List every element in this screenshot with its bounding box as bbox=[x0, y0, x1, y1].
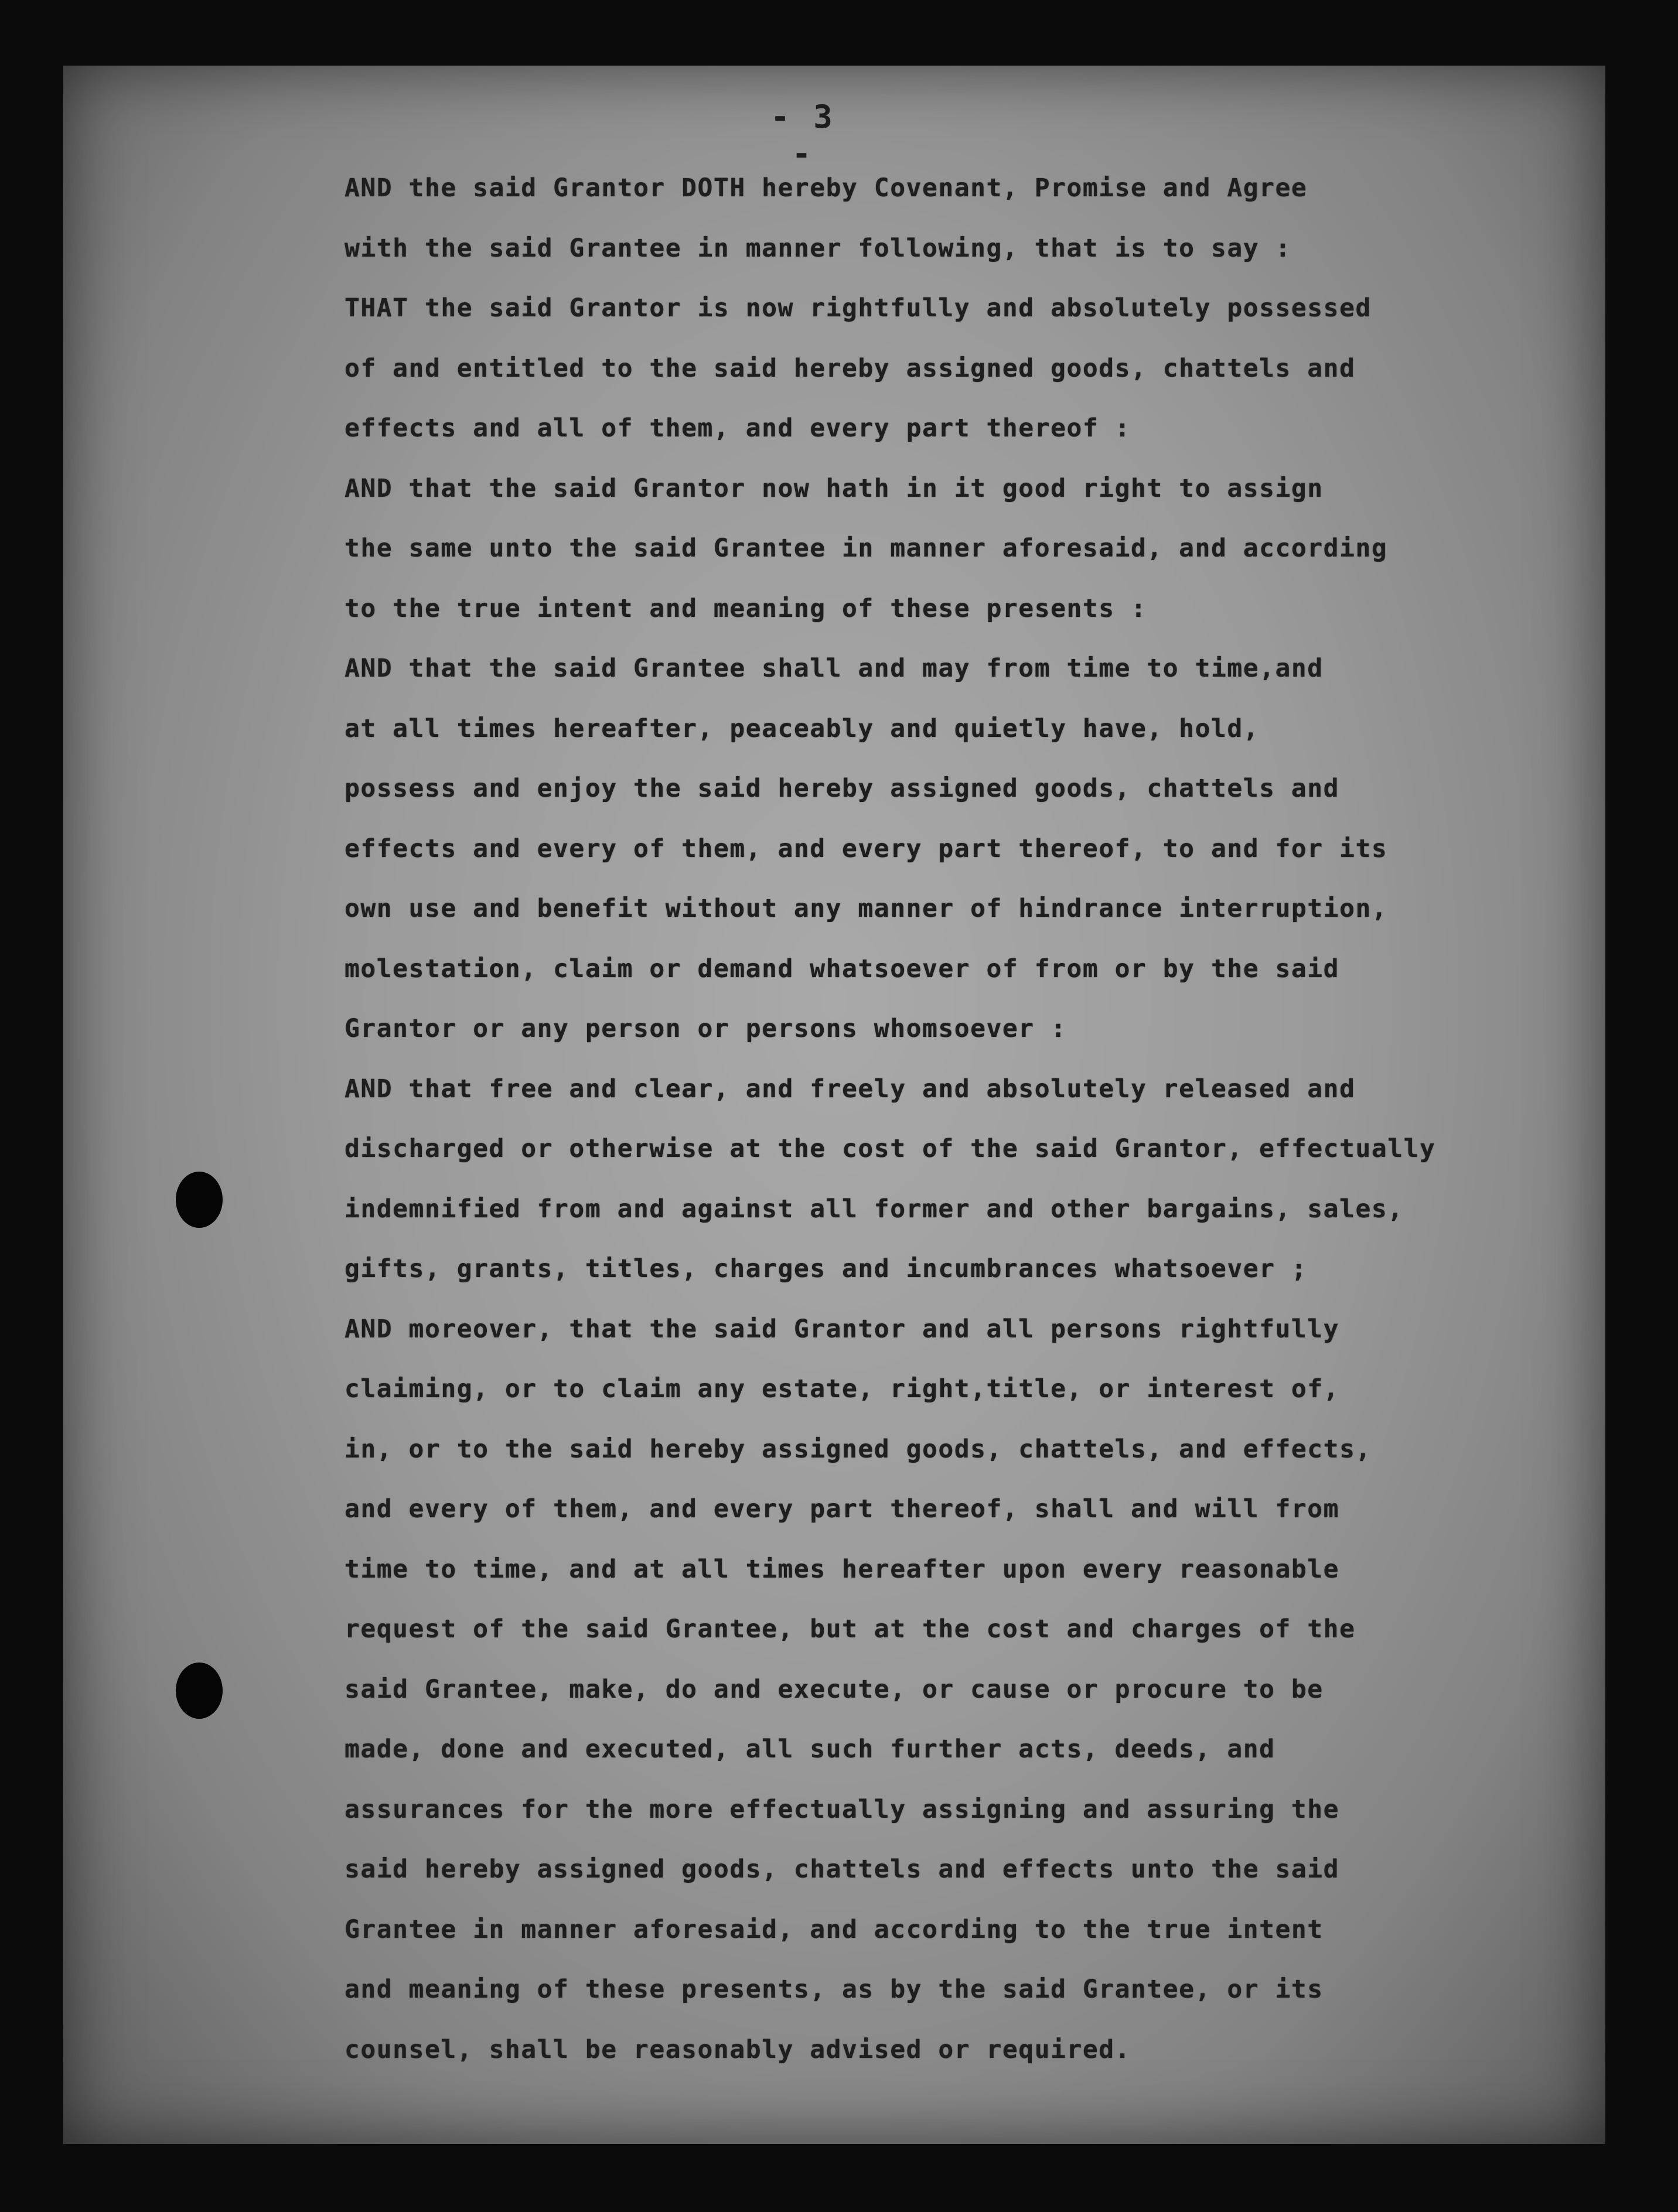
text-line: Grantor or any person or persons whomsoever : bbox=[345, 1014, 1067, 1043]
text-line: said hereby assigned goods, chattels and effects unto the said bbox=[345, 1855, 1340, 1884]
text-line: AND that the said Grantee shall and may from time to time,and bbox=[345, 654, 1324, 683]
text-line: effects and every of them, and every part thereof, to and for its bbox=[345, 834, 1388, 863]
text-line: own use and benefit without any manner of hindrance interruption, bbox=[345, 894, 1388, 923]
text-line: request of the said Grantee, but at the cost and charges of the bbox=[345, 1614, 1356, 1644]
text-line: Grantee in manner aforesaid, and according to the true intent bbox=[345, 1914, 1324, 1944]
document-body bbox=[345, 158, 1610, 2080]
text-line: molestation, claim or demand whatsoever of from or by the said bbox=[345, 954, 1340, 984]
text-line: effects and all of them, and every part thereof : bbox=[345, 414, 1131, 443]
text-line: AND that the said Grantor now hath in it good right to assign bbox=[345, 473, 1324, 503]
punch-hole-upper bbox=[176, 1172, 223, 1228]
text-line: assurances for the more effectually assigning and assuring the bbox=[345, 1794, 1340, 1824]
text-line: AND moreover, that the said Grantor and all persons rightfully bbox=[345, 1314, 1340, 1344]
text-line: said Grantee, make, do and execute, or cause or procure to be bbox=[345, 1674, 1324, 1704]
text-line: the same unto the said Grantee in manner aforesaid, and according bbox=[345, 534, 1388, 563]
text-line: and meaning of these presents, as by the said Grantee, or its bbox=[345, 1975, 1324, 2004]
text-line: to the true intent and meaning of these presents : bbox=[345, 593, 1147, 623]
text-line: at all times hereafter, peaceably and quietly have, hold, bbox=[345, 714, 1260, 743]
page-number: - 3 - bbox=[770, 98, 835, 172]
punch-hole-lower bbox=[176, 1663, 223, 1719]
text-line: counsel, shall be reasonably advised or required. bbox=[345, 2035, 1131, 2064]
text-line: time to time, and at all times hereafter upon every reasonable bbox=[345, 1554, 1340, 1584]
text-line: in, or to the said hereby assigned goods, chattels, and effects, bbox=[345, 1434, 1372, 1464]
text-line: THAT the said Grantor is now rightfully and absolutely possessed bbox=[345, 293, 1372, 323]
text-line: possess and enjoy the said hereby assigned goods, chattels and bbox=[345, 774, 1340, 803]
text-line: and every of them, and every part thereof, shall and will from bbox=[345, 1494, 1340, 1524]
text-line: with the said Grantee in manner following, that is to say : bbox=[345, 233, 1291, 263]
text-line: of and entitled to the said hereby assigned goods, chattels and bbox=[345, 353, 1356, 383]
text-line: made, done and executed, all such further acts, deeds, and bbox=[345, 1735, 1275, 1764]
text-line: gifts, grants, titles, charges and incumbrances whatsoever ; bbox=[345, 1254, 1308, 1283]
text-line: AND the said Grantor DOTH hereby Covenant, Promise and Agree bbox=[345, 173, 1308, 203]
text-line: discharged or otherwise at the cost of the said Grantor, effectually bbox=[345, 1134, 1436, 1163]
text-line: claiming, or to claim any estate, right,title, or interest of, bbox=[345, 1374, 1340, 1404]
text-line: AND that free and clear, and freely and absolutely released and bbox=[345, 1074, 1356, 1104]
text-line: indemnified from and against all former and other bargains, sales, bbox=[345, 1194, 1404, 1224]
